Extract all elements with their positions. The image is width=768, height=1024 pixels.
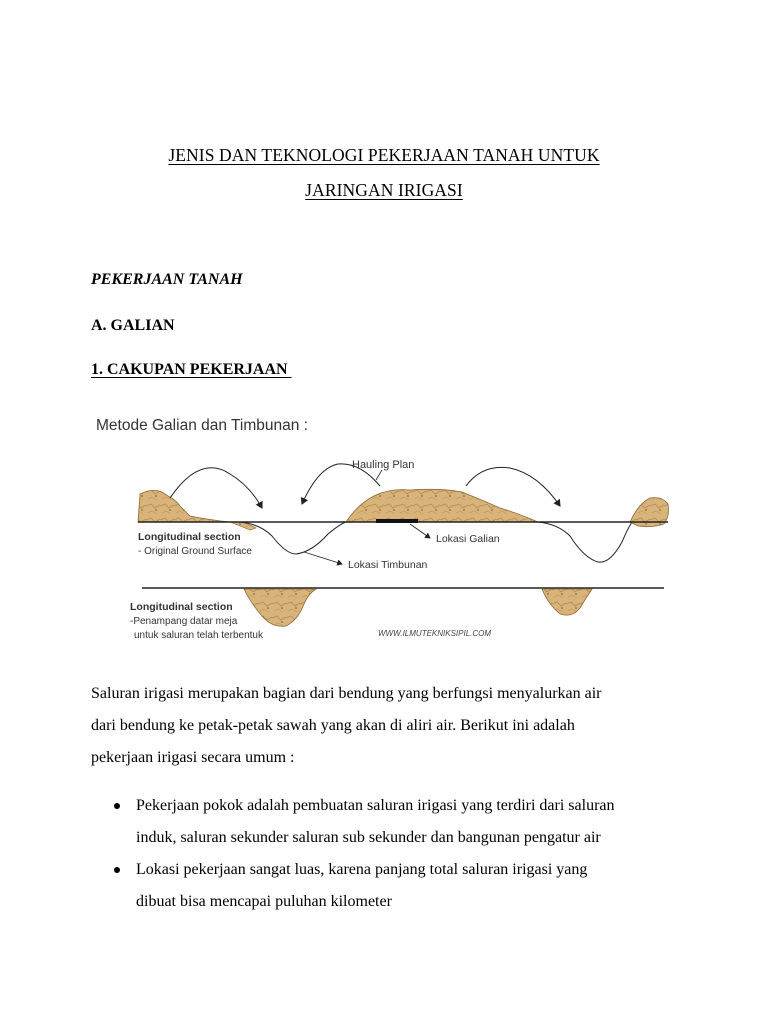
document-title-line-1: JENIS DAN TEKNOLOGI PEKERJAAN TANAH UNTUK — [168, 145, 600, 165]
upper-section-label: Longitudinal section — [138, 531, 241, 543]
hauling-plan-label: Hauling Plan — [352, 459, 415, 471]
list-item-line: Lokasi pekerjaan sangat luas, karena panjang total saluran irigasi yang — [136, 861, 588, 878]
upper-section-sublabel: - Original Ground Surface — [138, 546, 252, 557]
subheading-cakupan-pekerjaan: 1. CAKUPAN PEKERJAAN — [91, 361, 292, 378]
paragraph-line: dari bendung ke petak-petak sawah yang akan di aliri air. Berikut ini adalah — [91, 717, 575, 734]
lower-cut-right — [542, 589, 592, 615]
lokasi-galian-label: Lokasi Galian — [436, 533, 500, 545]
lower-section-sublabel-2: untuk saluran telah terbentuk — [134, 630, 263, 641]
paragraph-line: Saluran irigasi merupakan bagian dari bendung yang berfungsi menyalurkan air — [91, 685, 602, 702]
list-item-line: Pekerjaan pokok adalah pembuatan saluran irigasi yang terdiri dari saluran — [136, 797, 615, 814]
subheading-galian: A. GALIAN — [91, 317, 175, 334]
section-heading: PEKERJAAN TANAH — [91, 271, 243, 288]
list-item — [91, 854, 691, 918]
lokasi-timbunan-label: Lokasi Timbunan — [348, 559, 428, 571]
watermark-text: WWW.ILMUTEKNIKSIPIL.COM — [378, 629, 492, 638]
bullet-icon — [114, 867, 120, 873]
paragraph-line: pekerjaan irigasi secara umum : — [91, 749, 295, 766]
cut-mound-center — [346, 489, 538, 522]
hauling-arrow-1 — [170, 468, 262, 508]
list-item-line: induk, saluran sekunder saluran sub sekunder dan bangunan pengatur air — [136, 829, 601, 846]
list-item-line: dibuat bisa mencapai puluhan kilometer — [136, 893, 392, 910]
lower-section-sublabel-1: -Penampang datar meja — [130, 616, 238, 627]
cut-and-fill-diagram — [90, 404, 680, 644]
fill-mound-left — [138, 490, 230, 522]
bullet-list — [91, 790, 691, 918]
lower-section-label: Longitudinal section — [130, 601, 233, 613]
list-item — [91, 790, 691, 854]
lower-cut-left — [244, 589, 316, 626]
intro-paragraph — [91, 678, 661, 774]
figure-title: Metode Galian dan Timbunan : — [96, 417, 308, 434]
bullet-icon — [114, 803, 120, 809]
document-title-line-2: JARINGAN IRIGASI — [305, 180, 463, 200]
fill-small-left — [230, 522, 256, 530]
original-ground-curve — [240, 522, 346, 554]
